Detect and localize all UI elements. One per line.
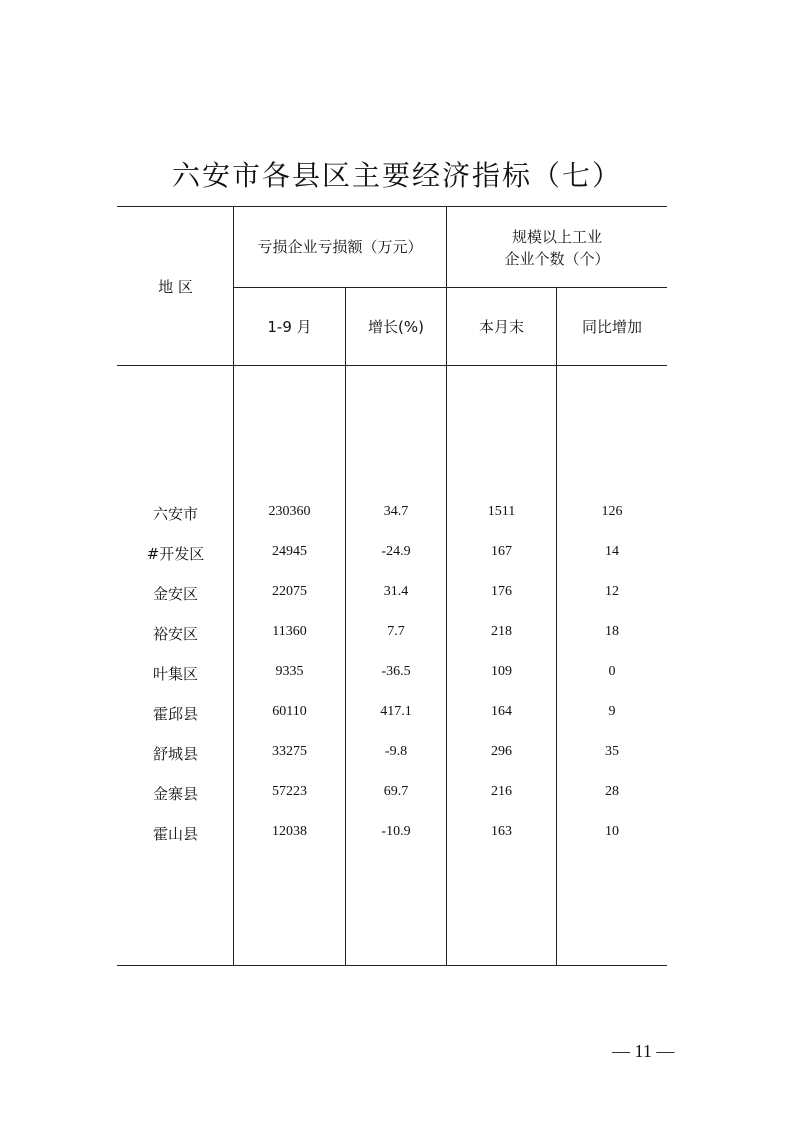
row-yoy-increase: 10 bbox=[605, 824, 619, 839]
row-region: 霍邱县 bbox=[152, 705, 198, 723]
row-enterprise-count: 167 bbox=[491, 544, 512, 559]
row-loss-amount: 33275 bbox=[272, 744, 307, 759]
row-region: 金寨县 bbox=[152, 785, 198, 803]
row-enterprise-count: 176 bbox=[491, 584, 512, 599]
row-loss-amount: 60110 bbox=[272, 704, 307, 719]
page-number: — 11 — bbox=[612, 1041, 675, 1061]
header-region: 地 区 bbox=[158, 278, 193, 296]
row-region: 六安市 bbox=[152, 505, 198, 523]
header-month-end: 本月末 bbox=[478, 318, 524, 336]
row-enterprise-count: 163 bbox=[491, 824, 512, 839]
row-loss-amount: 230360 bbox=[268, 504, 311, 519]
header-mid-rule bbox=[233, 287, 667, 288]
header-loss-amount-group: 亏损企业亏损额（万元） bbox=[257, 238, 423, 256]
page-title: 六安市各县区主要经济指标（七） bbox=[171, 159, 622, 192]
row-yoy-increase: 126 bbox=[601, 504, 623, 519]
row-yoy-increase: 28 bbox=[605, 784, 619, 799]
row-region: 霍山县 bbox=[152, 825, 198, 843]
row-enterprise-count: 164 bbox=[491, 704, 512, 719]
row-yoy-increase: 14 bbox=[605, 544, 619, 559]
header-enterprise-count-group-line1: 规模以上工业 bbox=[511, 228, 602, 246]
header-jan-sep: 1-9 月 bbox=[267, 318, 312, 336]
header-enterprise-count-group-line2: 企业个数（个） bbox=[504, 250, 610, 268]
header-yoy-increase: 同比增加 bbox=[581, 318, 642, 336]
row-loss-amount: 9335 bbox=[275, 664, 304, 679]
row-loss-amount: 12038 bbox=[272, 824, 307, 839]
row-loss-amount: 57223 bbox=[272, 784, 307, 799]
row-region: 金安区 bbox=[152, 585, 198, 603]
row-growth: 34.7 bbox=[383, 504, 409, 519]
row-yoy-increase: 12 bbox=[605, 584, 619, 599]
row-enterprise-count: 296 bbox=[491, 744, 512, 759]
row-growth: -24.9 bbox=[381, 544, 411, 559]
row-yoy-increase: 0 bbox=[608, 664, 616, 679]
row-growth: 69.7 bbox=[383, 784, 409, 799]
row-region: #开发区 bbox=[146, 545, 205, 563]
row-region: 叶集区 bbox=[152, 665, 198, 683]
row-growth: -9.8 bbox=[384, 744, 408, 759]
row-growth: 7.7 bbox=[387, 624, 405, 639]
row-yoy-increase: 35 bbox=[605, 744, 619, 759]
row-enterprise-count: 216 bbox=[491, 784, 512, 799]
row-enterprise-count: 1511 bbox=[487, 504, 516, 519]
row-growth: -36.5 bbox=[381, 664, 411, 679]
row-growth: -10.9 bbox=[381, 824, 411, 839]
row-growth: 31.4 bbox=[383, 584, 409, 599]
table-top-rule bbox=[117, 206, 667, 207]
table-bottom-rule bbox=[117, 965, 667, 966]
row-yoy-increase: 9 bbox=[608, 704, 616, 719]
row-growth: 417.1 bbox=[380, 704, 412, 719]
header-bottom-rule bbox=[117, 365, 667, 366]
row-loss-amount: 22075 bbox=[272, 584, 307, 599]
row-region: 裕安区 bbox=[152, 625, 198, 643]
row-enterprise-count: 218 bbox=[491, 624, 512, 639]
row-enterprise-count: 109 bbox=[491, 664, 512, 679]
row-yoy-increase: 18 bbox=[605, 624, 619, 639]
row-loss-amount: 24945 bbox=[272, 544, 307, 559]
row-loss-amount: 11360 bbox=[272, 624, 307, 639]
row-region: 舒城县 bbox=[152, 745, 198, 763]
header-growth-pct: 增长(%) bbox=[368, 318, 424, 336]
